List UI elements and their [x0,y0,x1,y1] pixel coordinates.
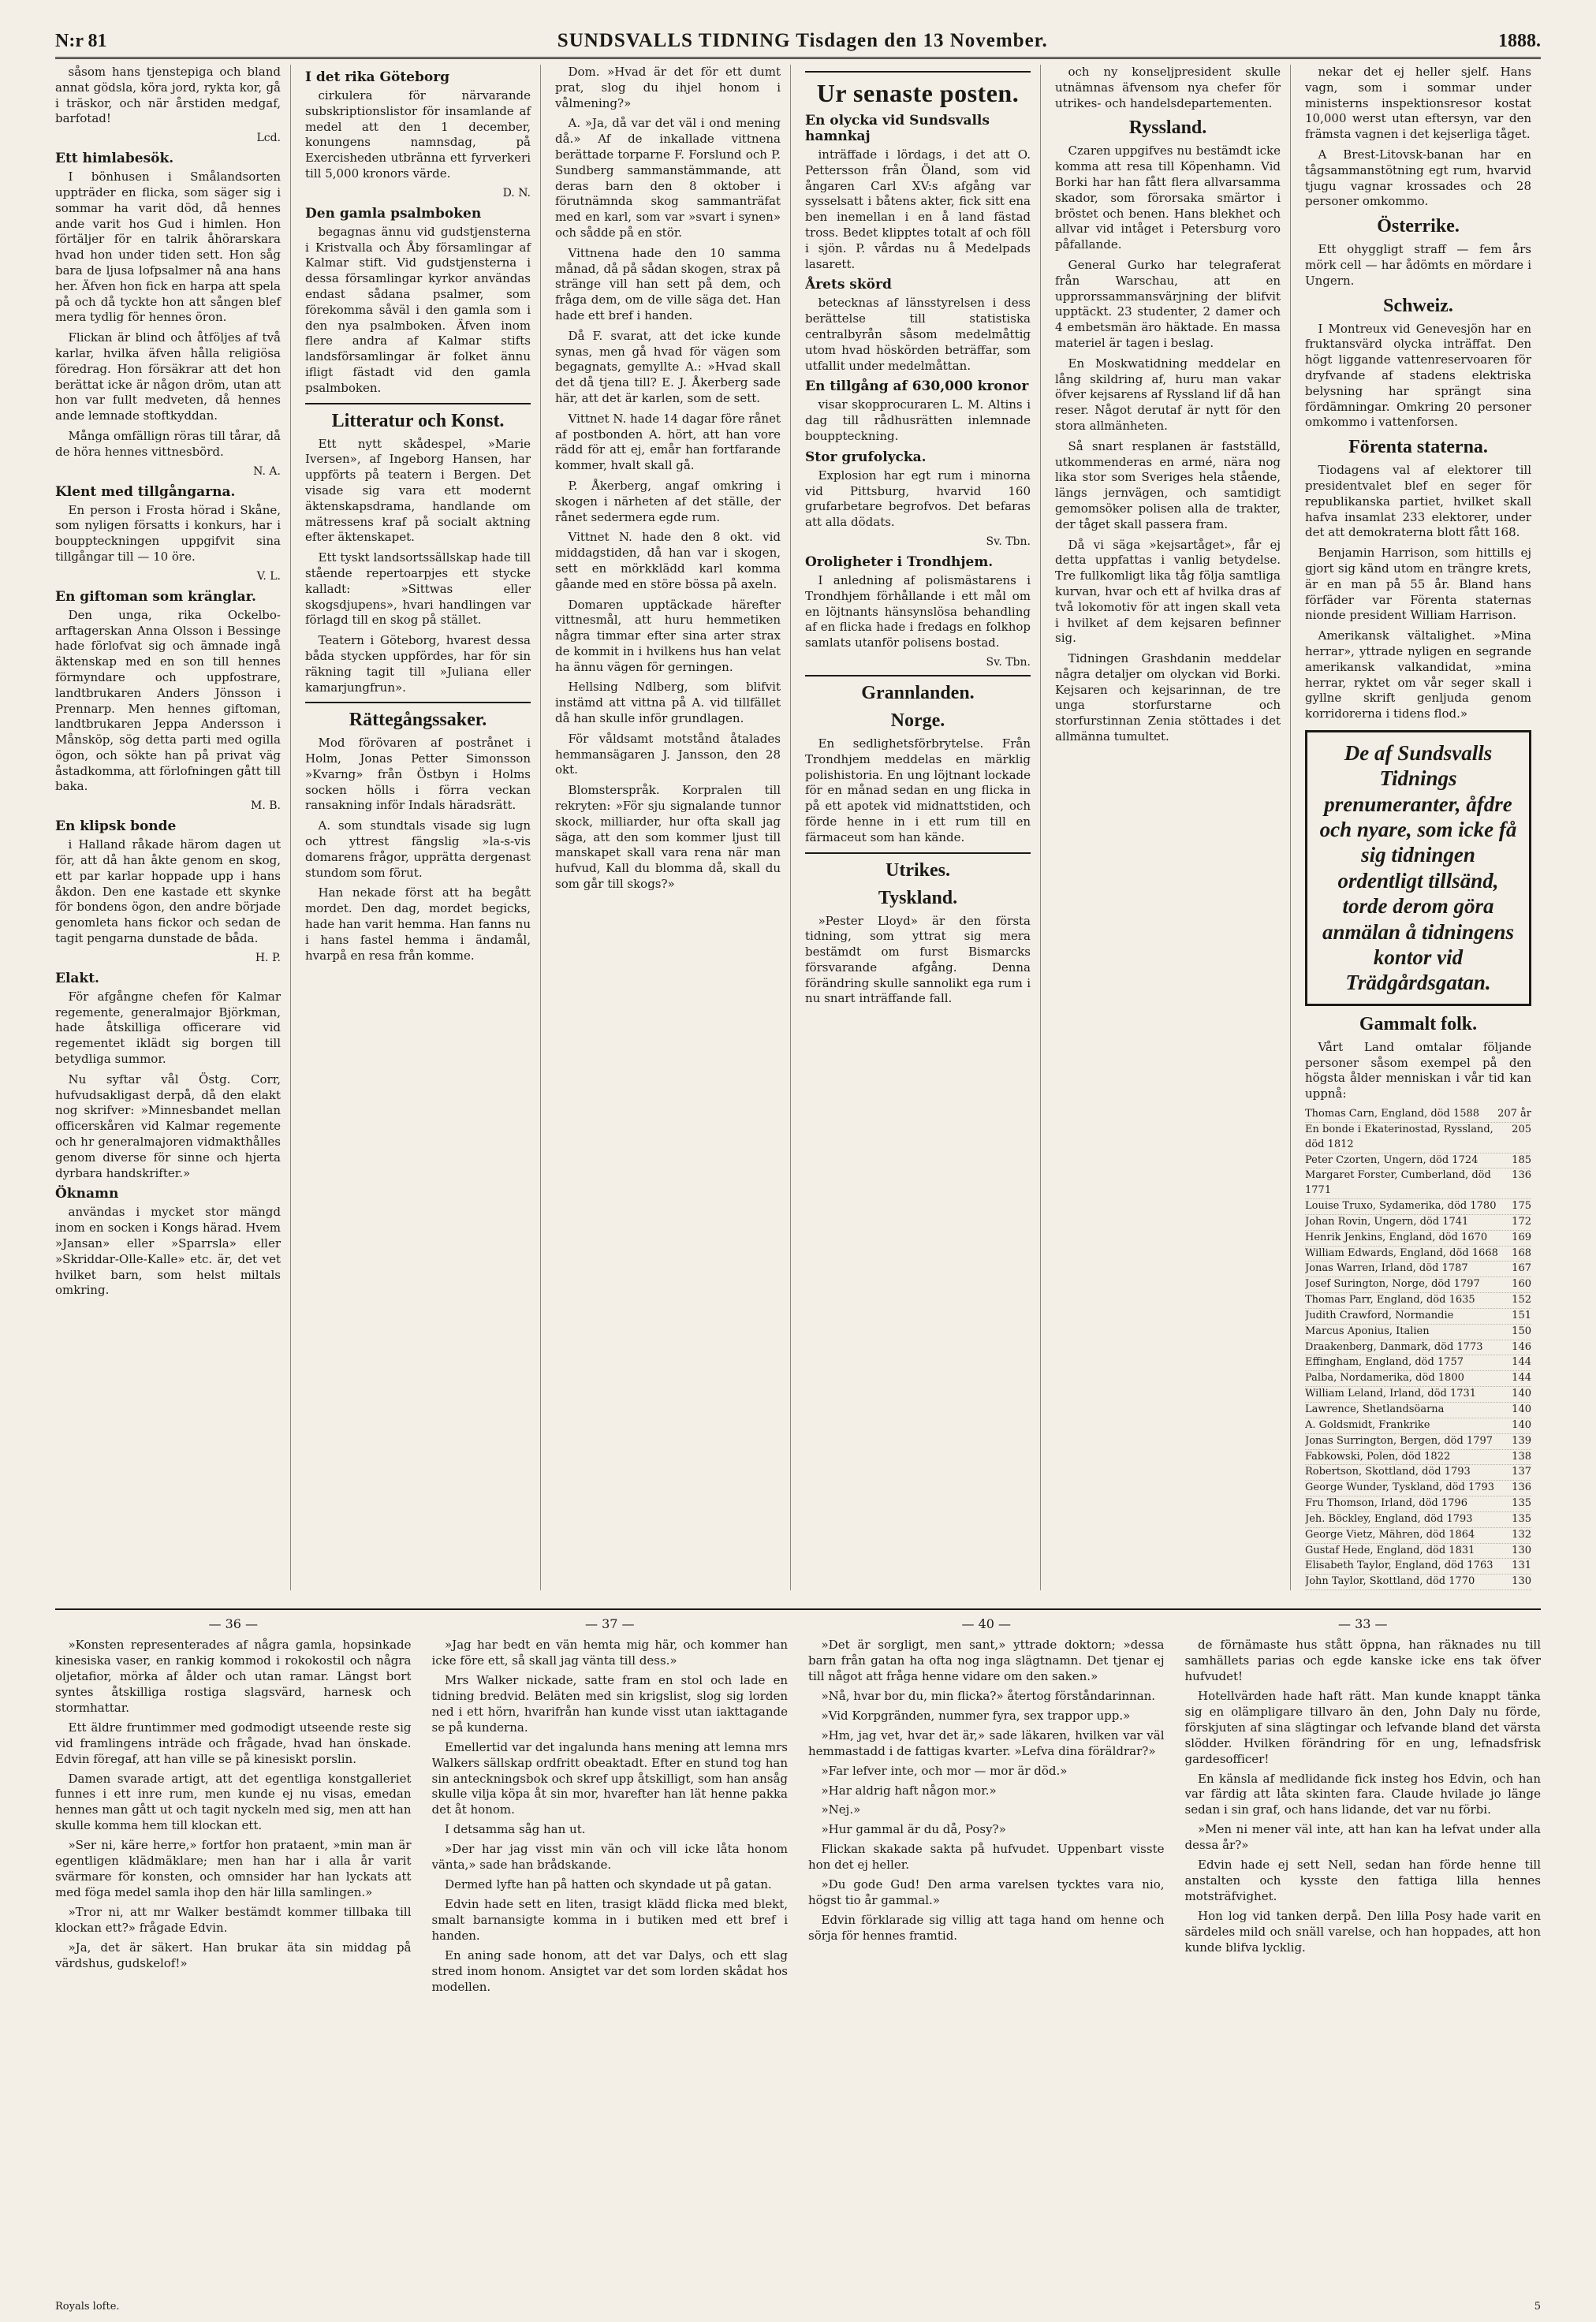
lifespan-row [1305,1340,1531,1356]
article-text: Då vi säga »kejsartåget», får ej detta uppfattas i vanlig betydelse. Tre fullkomligt lika tåg följa samtliga kurvan, hvar och ett af hvilka dras af två lokomotiv för att ingen skall veta i hvilket af dem kejsaren befinner sig. [1055,537,1281,646]
person-name: Peter Czorten, Ungern, död 1724 [1305,1154,1479,1166]
person-age: 130 [1512,1544,1531,1556]
serial-text: »Ser ni, käre herre,» fortfor hon prataent, »min man är egentligen klädmäklare; men han har i alla år varit svärmare för konsten, och omnsider har han lyckats att med föga medel samla ihop den här lilla samlingen.» [55,1838,412,1900]
lifespan-row [1305,1355,1531,1371]
article-text: I Montreux vid Genevesjön har en fruktansvärd olycka inträffat. Den högt liggande vattenreservoaren för dryfvande af stadens elektriska belysning har sprängt sina fördämningar. Omkring 20 personer omkommo i vattenforsen. [1305,321,1531,430]
serial-text: Flickan skakade sakta på hufvudet. Uppenbart visste hon det ej heller. [808,1842,1165,1873]
serial-text: I detsamma såg han ut. [445,1822,586,1837]
article-text: En sedlighetsförbrytelse. Från Trondhjem meddelas en märklig polishistoria. En ung löjtnant lockade för en månad sedan en ung flicka in på ett apotek vid midnattstiden, och förde henne in i ett rum till en färmaceut som han kände. [805,736,1031,844]
person-age: 136 [1512,1169,1531,1182]
article-text: och ny konseljpresident skulle utnämnas äfvensom nya chefer för utrikes- och handelsdepartementen. [1055,65,1281,110]
section-heading-senaste-posten: Ur senaste posten. [816,79,1020,107]
serial-column-3 [808,1615,1165,2301]
person-age: 140 [1512,1403,1531,1416]
country-heading-norge: Norge. [890,710,945,731]
serial-column-1 [55,1615,412,2301]
article-text: »Pester Lloyd» är den första tidning, som yttrat sig mera bestämdt om furst Bismarcks försvarande afgång. Denna förändring skulle sannolikt ega rum i nu snart inträffande fall. [805,913,1031,1006]
article-source: Lcd. [256,132,281,145]
article-text: Tidningen Grashdanin meddelar några detaljer om olyckan vid Borki. Kejsaren och kejsarinnan, de tre unga storfurstarne och storfurstinnan Zenia stöttades i det allmänna tumultet. [1055,651,1281,744]
article-text: Benjamin Harrison, som hittills ej gjort sig känd utom en trängre krets, är en man på 55 år. Bland hans förfäder var Förenta staternas nionde president William Harrison. [1305,546,1531,623]
newspaper-title: SUNDSVALLS TIDNING Tisdagen den 13 November. [557,30,1048,51]
person-age: 138 [1512,1450,1531,1463]
article-text: Teatern i Göteborg, hvarest dessa båda stycken uppfördes, har för sin räkning tagit till »Juliana eller kamarjungfrun». [305,633,531,695]
section-divider [305,403,531,404]
serial-text: »Tror ni, att mr Walker bestämdt kommer tillbaka till klockan ett?» frågade Edvin. [55,1905,412,1935]
serial-text: »Men ni mener väl inte, att han kan ha lefvat under alla dessa år?» [1184,1822,1541,1853]
person-age: 135 [1512,1497,1531,1510]
person-name: John Taylor, Skottland, död 1770 [1305,1575,1475,1588]
serial-page-number: — 37 — [584,1616,635,1631]
article-text: Då F. svarat, att det icke kunde synas, men gå hvad för vägen som begagnats, gemyllte A.: »Hvad skall det då tjena till? E. J. Åkerberg sade här, att det är karlen, som de sett. [555,328,781,405]
article-text: Dom. »Hvad är det för ett dumt prat, slog du ihjel honom i vålmening?» [555,65,781,110]
article-text: Ett ohyggligt straff — fem års mörk cell — har ådömts en mördare i Ungern. [1305,242,1531,288]
serial-text: »Har aldrig haft någon mor.» [821,1783,997,1798]
serial-story-section [55,1608,1541,2301]
country-heading-schweiz: Schweiz. [1383,295,1453,316]
person-name: Effingham, England, död 1757 [1305,1356,1464,1369]
serial-sheet-number: 5 [1534,2301,1541,2313]
person-age: 172 [1512,1215,1531,1228]
article-heading: Oroligheter i Trondhjem. [805,553,994,570]
section-heading-grannlanden: Grannlanden. [861,682,975,703]
serial-text: »Hm, jag vet, hvar det är,» sade läkaren, hvilken var väl hemmastadd i de fattigas kvarter. »Lefva dina föräldrar?» [808,1728,1165,1758]
serial-text: de förnämaste hus stått öppna, han räknades nu till samhällets parias och egde kanske icke ens tak öfver hufvudet! [1184,1638,1541,1683]
person-name: Gustaf Hede, England, död 1831 [1305,1544,1475,1556]
column-1 [55,65,291,1590]
article-text: För våldsamt motstånd åtalades hemmansägaren J. Jansson, den 28 okt. [555,731,781,777]
lifespan-row [1305,1481,1531,1496]
serial-text: »Konsten representerades af några gamla, hopsinkade kinesiska vaser, en rankig kommod i rokokostil och några oljetafior, mörka af ålder och utan ramar. Längst bort syntes åtskilliga rostiga slagsvärd, harnesk och stormhattar. [55,1638,412,1715]
lifespan-row [1305,1325,1531,1340]
article-heading: En klipsk bonde [55,818,177,835]
article-text: Ett nytt skådespel, »Marie Iversen», af Ingeborg Hansen, har uppförts på teatern i Bergen. Det visade sig vara ett modernt äktenskapsdrama, handlande om mätressens kraf på socialt aktning efter äktenskapet. [305,436,531,545]
article-text: Explosion har egt rum i minorna vid Pittsburg, hvarvid 160 grufarbetare begrofvos. Det befaras att alla dödats. [805,468,1031,530]
serial-text: Dermed lyfte han på hatten och skyndade ut på gatan. [445,1877,772,1892]
person-age: 146 [1512,1340,1531,1353]
article-text: Nu syftar vål Östg. Corr, hufvudsakligast derpå, då den elakt nog skrifver: »Minnesbandet mellan officerskåren vid Kalmar regemente och hr generalmajoren vidmakthålles genom diverse för sinne och hjerta dyrbara handskrifter.» [55,1072,281,1180]
article-text: För afgångne chefen för Kalmar regemente, generalmajor Björkman, hade åtskilliga officerare vid regementet iklädt sig borgen till betydliga summor. [55,989,281,1067]
person-name: Judith Crawford, Normandie [1305,1309,1454,1321]
article-text: såsom hans tjenstepiga och bland annat gödsla, köra jord, rykta kor, gå i träskor, och när årstiden medgaf, barfotad! [55,65,281,126]
lifespan-row [1305,1496,1531,1512]
lifespan-row [1305,1247,1531,1262]
serial-text: »Nå, hvar bor du, min flicka?» återtog förståndarinnan. [821,1688,1156,1703]
section-divider [305,702,531,703]
article-heading: En olycka vid Sundsvalls hamnkaj [805,113,990,144]
article-text: Czaren uppgifves nu bestämdt icke komma att resa till Köpenhamn. Vid Borki har han fått flera allvarsamma skador, som förorsaka smärtor i bröstet och benen. Hans blekhet och allvar vid intåget i Petersburg voro påfallande. [1055,143,1281,252]
article-text: Mod förövaren af postrånet i Holm, Jonas Petter Simonsson »Kvarng» från Östbyn i Holms socken hölls i förra veckan ransakning inför Indals häradsrätt. [305,736,531,813]
article-text: I bönhusen i Smålandsorten uppträder en flicka, som säger sig i sommar ha varit död, då hennes ande varit hos Gud i himlen. Hon förtäljer för en talrik åhörarskara hvad hon under tiden sett. Hon såg bara de ljusa lofpsalmer nå ana hans her. Äfven hon fick en harpa att spela på och då tyckte hon att sången blef mera tydlig för hennes öron. [55,170,281,325]
article-text: P. Åkerberg, angaf omkring i skogen i närheten af det ställe, der rånet sedermera egde rum. [555,478,781,524]
lifespan-row [1305,1403,1531,1418]
person-age: 144 [1512,1356,1531,1369]
article-text: i Halland råkade härom dagen ut för, att då han åkte genom en skog, ett par karlar hoppade upp i hans åkdon. Den ene kastade ett skynke för bondens ögon, den andre började genomleta hans fickor och sedan de tagit pengarna dunstade de båda. [55,837,281,946]
lifespan-row [1305,1418,1531,1434]
lifespan-row [1305,1168,1531,1199]
lifespan-row [1305,1559,1531,1575]
person-name: Henrik Jenkins, England, död 1670 [1305,1231,1488,1243]
person-age: 136 [1512,1482,1531,1494]
section-divider [805,675,1031,676]
country-heading-osterrike: Österrike. [1377,216,1460,237]
lifespan-row [1305,1199,1531,1215]
serial-text: »Det är sorgligt, men sant,» yttrade doktorn; »dessa barn från gatan ha ofta nog inga slägtnamn. Det tjenar ej till något att fråga henne vidare om den saken.» [808,1638,1165,1683]
lifespan-row [1305,1512,1531,1528]
serial-text: Damen svarade artigt, att det egentliga konstgalleriet funnes i ett inre rum, men kunde ej nu visas, emedan hennes man gått ut och tagit nyckeln med sig, men att han skulle komma hem till klockan ett. [55,1771,412,1833]
country-heading-tyskland: Tyskland. [878,887,958,908]
article-heading: Klent med tillgångarna. [55,483,236,500]
article-heading: Öknamn [55,1186,119,1202]
article-text: begagnas ännu vid gudstjensterna i Kristvalla och Åby församlingar af Kalmar stift. Vid gudstjensterna i dessa församlingar kyrkor användas endast sådana psalmer, som förekomma såväl i den gamla som i den nya psalmboken. Äfven inom flere andra af Kalmar stifts landsförsamlingar är folket ännu ifligt fästadt vid den gamla psalmboken. [305,224,531,395]
serial-text: »Jag har bedt en vän hemta mig här, och kommer han icke före ett, så skall jag vänta till dess.» [431,1638,788,1668]
person-age: 140 [1512,1388,1531,1400]
article-text: A. som stundtals visade sig lugn och yttrest fängslig »la-s-vis domarens frågor, upprätta dergenast stundom som förut. [305,818,531,880]
article-source: Sv. Tbn. [986,535,1031,548]
person-age: 168 [1512,1247,1531,1259]
person-age: 150 [1512,1325,1531,1337]
article-text: Den unga, rika Ockelbo-arftagerskan Anna Olsson i Bessinge hade förlofvat sig och ämnade ingå äktenskap med en son till hennes förmyndare och uppfostrare, landtbrukaren Anders Jönsson i Prennarp. Men hennes giftoman, landtbrukaren Jeppa Andersson i Månsköp, sög detta parti med ogilla ögon, och sökte han på privat väg åstadkomma, att förlofningen gått till baka. [55,607,281,794]
article-text: En person i Frosta hörad i Skåne, som nyligen försatts i konkurs, har i bouppteckningen uppgifvit sina tillgångar till — 10 öre. [55,502,281,564]
lifespan-row [1305,1123,1531,1154]
column-6 [1305,65,1541,1590]
person-age: 132 [1512,1528,1531,1541]
person-age: 130 [1512,1575,1531,1588]
serial-page-number: — 40 — [961,1616,1012,1631]
subscriber-notice-box: De af Sundsvalls Tidnings prenumeranter, åfdre och nyare, som icke få sig tidningen ordentligt tillsänd, torde derom göra anmälan å tidningens kontor vid Trädgårdsgatan. [1305,730,1531,1006]
lifespan-row [1305,1231,1531,1247]
article-text: Många omfällign röras till tårar, då de höra hennes vittnesbörd. [55,428,281,459]
article-text: Flickan är blind och åtföljes af två karlar, hvilka äfven hålla religiösa föredrag. Hon försäkrar att det hon berättat icke är någon dröm, utan att hon var fullt medveten, då hennes ande lemnade stoftkyddan. [55,330,281,423]
column-5 [1055,65,1291,1590]
serial-column-4 [1185,1615,1542,2301]
article-source: N. A. [253,464,281,478]
serial-text: Emellertid var det ingalunda hans mening att lemna mrs Walkers sällskap ordfritt obeaktadt. Efter en stund tog han sin anteckningsbok och skref upp åtskilligt, som han ansåg skulle vilja köpa åt sin mor, hvarefter han lät henne pakka det åt honom. [431,1739,788,1817]
lifespan-list [1305,1107,1531,1590]
masthead [55,25,1541,59]
article-text: Så snart resplanen är fastställd, utkommenderas en armé, nära nog lika stor som Sveriges hela stående, längs jernvägen, och samtidigt gemomsöker polisen alla de trakter, der tåget skall passera fram. [1055,438,1281,531]
article-text: betecknas af länsstyrelsen i dess berättelse till statistiska centralbyrån såsom medelmåttig utom hvad höskörden beträffar, som utfallit under medelmåttan. [805,296,1031,373]
article-heading: Elakt. [55,970,99,986]
lifespan-row [1305,1154,1531,1169]
lifespan-row [1305,1107,1531,1123]
person-name: Robertson, Skottland, död 1793 [1305,1466,1471,1478]
person-age: 151 [1512,1309,1531,1321]
person-name: Josef Surington, Norge, död 1797 [1305,1278,1480,1291]
column-2 [305,65,541,1590]
article-text: A Brest-Litovsk-banan har en tågsammanstötning egt rum, hvarvid tjugu vagnar krossades och 28 personer omkommo. [1305,147,1531,209]
serial-text: En aning sade honom, att det var Dalys, och ett slag stred inom honom. Ansigtet var det som lorden skådat hos modellen. [431,1947,788,1994]
article-text: Vittnet N. hade den 8 okt. vid middagstiden, då han var i skogen, sett en mörkklädd karl komma gåande med en störe bössa på axeln. [555,530,781,591]
lifespan-row [1305,1434,1531,1450]
person-age: 139 [1512,1434,1531,1447]
article-heading: En giftoman som kränglar. [55,588,256,605]
country-heading-ryssland: Ryssland. [1128,117,1207,139]
person-name: William Edwards, England, död 1668 [1305,1247,1498,1259]
article-heading: Årets skörd [805,277,892,293]
person-age: 135 [1512,1512,1531,1525]
person-name: George Vietz, Mähren, död 1864 [1305,1528,1475,1541]
person-age: 169 [1512,1231,1531,1243]
serial-text: »Vid Korpgränden, nummer fyra, sex trappor upp.» [821,1708,1131,1723]
lifespan-row [1305,1262,1531,1277]
serial-text: Hotellvärden hade haft rätt. Man kunde knappt tänka sig en olämpligare tillvaro än den, John Daly nu förde, förskjuten af sina slägtingar och lefvande bland det värsta slödder. Hvilken förändring för en ung, lefnadsfrisk gardesofficer! [1184,1688,1541,1766]
person-age: 175 [1512,1200,1531,1213]
article-source: M. B. [251,799,281,813]
person-age: 205 [1512,1123,1531,1135]
article-text: En Moskwatidning meddelar en lång skildring af, huru man vakar öfver kejsarens af Ryssland lif då han reser. Något derutaf är nytt för den stora allmänheten. [1055,356,1281,433]
person-name: Draakenberg, Danmark, död 1773 [1305,1340,1483,1353]
article-heading: Stor grufolycka. [805,449,927,465]
article-text: Amerikansk vältalighet. »Mina herrar», yttrade nyligen en segrande amerikansk valkandidat, »mina herrar, ryktet om vår seger skall i gyllne skrift genljuda genom korridorerna i tidens flod.» [1305,628,1531,721]
lifespan-row [1305,1465,1531,1481]
article-text: visar skopprocuraren L. M. Altins i dag till rådhusrätten inlemnade bouppteckning. [805,397,1031,443]
article-text: nekar det ej heller sjelf. Hans vagn, som i sommar under ministerns inspektionsresor kostat 10,000 werst utan eftersyn, var den främsta vagnen i det kejserliga tåget. [1305,65,1531,142]
article-heading: En tillgång af 630,000 kronor [805,378,1029,395]
person-name: Louise Truxo, Sydamerika, död 1780 [1305,1200,1497,1213]
section-heading-gammalt-folk: Gammalt folk. [1359,1013,1478,1034]
person-name: Fru Thomson, Irland, död 1796 [1305,1497,1467,1510]
section-heading-utrikes: Utrikes. [886,859,950,881]
person-age: 131 [1512,1560,1531,1572]
article-text: General Gurko har telegraferat från Warschau, att en upprorssammansvärjning der blifvit upptäckt. 23 studenter, 2 damer och 4 embetsmän äro häktade. En massa materiel är tagen i beslag. [1055,257,1281,350]
article-text: användas i mycket stor mängd inom en socken i Kongs härad. Hvem »Jansan» eller »Sparrsla» eller »Skriddar-Olle-Kalle» etc. är, det vet hvilket barn, som helst miltals omkring. [55,1205,281,1298]
article-source: D. N. [502,186,531,199]
person-name: Thomas Carn, England, död 1588 [1305,1107,1480,1120]
person-name: Johan Rovin, Ungern, död 1741 [1305,1215,1469,1228]
article-text: Vittnet N. hade 14 dagar före rånet af postbonden A. hört, att han vore rädd för att ej, emår han fortfarande kommer, hvalt skall gå. [555,411,781,473]
person-age: 185 [1512,1154,1531,1166]
person-name: Marcus Aponius, Italien [1305,1325,1430,1337]
serial-text: Edvin hade ej sett Nell, sedan han förde henne till anstalten och kysste den fattiga lilla hennes motsträfvighet. [1184,1858,1541,1904]
serial-page-number: — 36 — [208,1616,259,1631]
serial-text: »Du gode Gud! Den arma varelsen tycktes vara nio, högst tio år gammal.» [808,1877,1165,1908]
article-text: Hellsing Ndlberg, som blifvit instämd att vittna på A. vid tillfället då han skulle inför grundlagen. [555,680,781,726]
lifespan-row [1305,1544,1531,1560]
serial-text: En känsla af medlidande fick insteg hos Edvin, och han var färdig att låta skinten fara. Claude hvilade jo länge sedan i sin graf, och hans lidande, det var nu förbi. [1184,1771,1541,1817]
serial-column-2 [432,1615,789,2301]
serial-page-number: — 33 — [1337,1616,1388,1631]
person-age: 167 [1512,1262,1531,1275]
upper-columns [55,65,1541,1590]
lifespan-row [1305,1450,1531,1466]
article-text: cirkulera för närvarande subskriptionslistor för insamlande af medel att den 1 december, konungens namnsdag, på Exercisheden utbränna ett fyrverkeri till 5,000 kronors värde. [305,88,531,181]
person-name: Fabkowski, Polen, död 1822 [1305,1450,1451,1463]
serial-footer [55,2301,1541,2313]
serial-text: »Der har jag visst min vän och vill icke låta honom vänta,» sade han brådskande. [431,1842,788,1873]
person-age: 152 [1512,1294,1531,1306]
article-text: Domaren upptäckade härefter vittnesmål, att huru hemmetiken några timmar efter sina arter strax de kommit in i hvilkens hus han velat ha ännu vägen för gerningen. [555,597,781,674]
section-divider [805,852,1031,854]
person-age: 144 [1512,1372,1531,1385]
person-name: Jeh. Böckley, England, död 1793 [1305,1512,1473,1525]
person-name: William Leland, Irland, död 1731 [1305,1388,1477,1400]
issue-number: N:r 81 [55,30,107,51]
article-source: Sv. Tbn. [986,655,1031,669]
section-heading-rattegangssaker: Rättegångssaker. [349,710,487,731]
person-name: Lawrence, Shetlandsöarna [1305,1403,1445,1416]
lifespan-row [1305,1215,1531,1231]
serial-text: »Far lefver inte, och mor — mor är död.» [821,1763,1068,1778]
serial-text: »Nej.» [821,1802,861,1817]
country-heading-forenta-staterna: Förenta staterna. [1348,437,1488,458]
serial-text: Mrs Walker nickade, satte fram en stol och lade en tidning bredvid. Beläten med sin krigslist, slog sig lorden ned i ett hörn, hvarifrån han kunde visst utan iakttagande se på kunderna. [431,1672,788,1735]
person-name: Elisabeth Taylor, England, död 1763 [1305,1560,1493,1572]
serial-text: »Hur gammal är du då, Posy?» [821,1822,1006,1837]
issue-year: 1888. [1497,30,1541,51]
lifespan-row [1305,1293,1531,1309]
article-text: Vårt Land omtalar följande personer såsom exempel på den högsta ålder menniskan i vår tid kan uppnå: [1305,1039,1531,1101]
article-text: inträffade i lördags, i det att O. Pettersson från Öland, som vid ångaren Carl XV:s afgång var sysselsatt i båtens akter, fick sitt ena ben inemellan i en å land fästad tross. Bedet klipptes totalt af och föll i sjön. P. vårdas nu å Medelpads lasarett. [805,147,1031,271]
person-name: A. Goldsmidt, Frankrike [1305,1418,1430,1431]
person-name: Thomas Parr, England, död 1635 [1305,1294,1475,1306]
article-heading: Den gamla psalmboken [305,205,482,222]
article-text: A. »Ja, då var det väl i ond mening då.» Af de inkallade vittnena berättade torparne F. Forslund och P. Sundberg sammanstämmande, att deras barn den 8 oktober i förutnämnda skog sammanträfat med en karl, som var »svart i synen» och sådde på en stör. [555,116,781,240]
person-name: Jonas Surrington, Bergen, död 1797 [1305,1434,1493,1447]
serial-text: Edvin hade sett en liten, trasigt klädd flicka med blekt, smalt barnansigte komma in i butiken med ett bref i handen. [431,1897,788,1943]
lifespan-row [1305,1309,1531,1325]
section-heading-litteratur: Litteratur och Konst. [331,410,505,431]
article-source: H. P. [255,951,281,964]
lifespan-row [1305,1387,1531,1403]
column-4 [805,65,1041,1590]
article-text: Han nekade först att ha begått mordet. Den dag, mordet begicks, hade han varit hemma. Han fanns nu i hans fastel hemma i ändamål, hvarpå en resa från komme. [305,885,531,963]
article-heading: Ett himlabesök. [55,151,174,167]
person-name: Margaret Forster, Cumberland, död 1771 [1305,1169,1491,1197]
lifespan-row [1305,1277,1531,1293]
person-name: George Wunder, Tyskland, död 1793 [1305,1482,1495,1494]
person-name: En bonde i Ekaterinostad, Ryssland, död 1812 [1305,1123,1493,1150]
article-text: Vittnena hade den 10 samma månad, då på sådan skogen, strax på stränge vill han sett på dem, och fråga dem, om de ville säga det. Han hade ett bref i handen. [555,245,781,322]
article-source: V. L. [256,569,281,583]
article-text: I anledning af polismästarens i Trondhjem förhållande i ett mål om en löjtnants hänsynslösa behandling af en flicka hade i fredags en folkhop samlats utanför polisens bostad. [805,572,1031,650]
person-age: 140 [1512,1418,1531,1431]
person-age: 207 år [1497,1107,1531,1120]
article-text: Ett tyskt landsortssällskap hade till stående repertoarpjes ett stycke kalladt: »Sittwas eller skogsdjupens», hvari handlingen var förlagd till en skog på stället. [305,550,531,628]
section-divider [805,71,1031,73]
lifespan-row [1305,1528,1531,1544]
serial-text: Ett äldre fruntimmer med godmodigt utseende reste sig vid framlingens inträde och frågade, hvad han önskade. Edvin föregaf, att han ville se på kinesiskt porslin. [55,1720,412,1766]
article-text: Blomsterspråk. Korpralen till rekryten: »För sju signalande tunnor skock, milliarder, hur ofta skall jag säga, att den som kommer ljust till manskapet skall vara rena när man hufvud, Kall du blomma då, skall du som går till skogs?» [555,783,781,892]
article-text: Tiodagens val af elektorer till presidentvalet blef en seger för republikanska partiet, hvilket skall hafva insamlat 233 elektorer, under det att demokraterna blott fått 168. [1305,463,1531,540]
person-name: Jonas Warren, Irland, död 1787 [1305,1262,1468,1275]
serial-signature: Royals lofte. [55,2301,120,2313]
person-name: Palba, Nordamerika, död 1800 [1305,1372,1464,1385]
serial-text: »Ja, det är säkert. Han brukar äta sin middag på värdshus, gudskelof!» [55,1940,412,1970]
lifespan-row [1305,1371,1531,1387]
serial-text: Edvin förklarade sig villig att taga hand om henne och sörja för hennes framtid. [808,1913,1165,1943]
person-age: 160 [1512,1278,1531,1291]
person-age: 137 [1512,1466,1531,1478]
serial-text: Hon log vid tanken derpå. Den lilla Posy hade varit en särdeles mild och snäll varelse, och han hoppades, att hon kunde blifva lycklig. [1184,1909,1541,1955]
lifespan-row [1305,1575,1531,1590]
article-heading: I det rika Göteborg [305,69,450,85]
column-3 [555,65,791,1590]
